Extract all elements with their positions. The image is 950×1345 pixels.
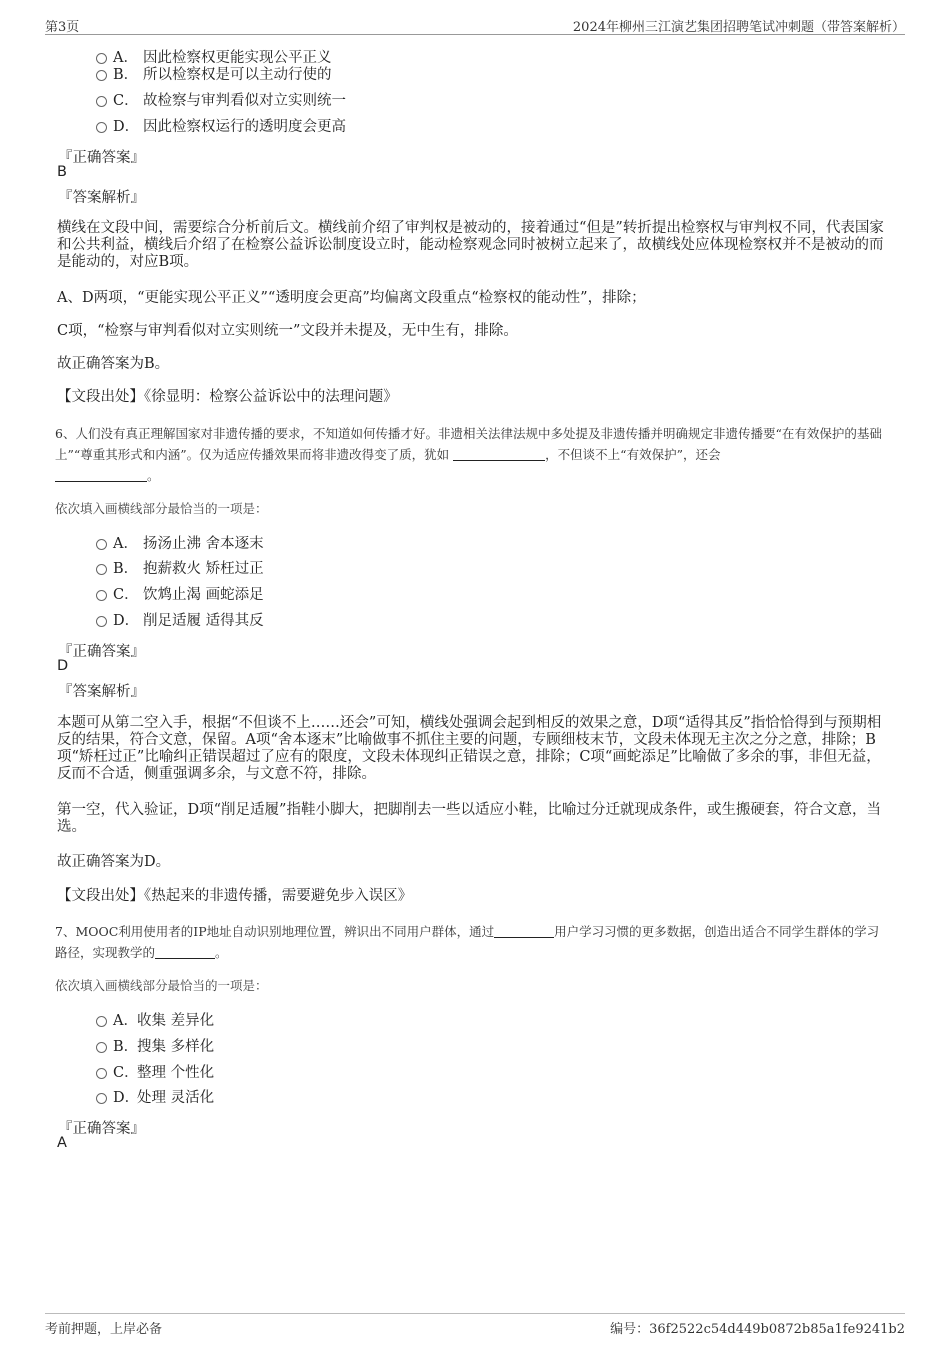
- correct-answer-label: 『正确答案』: [58, 150, 145, 166]
- q5-option-d[interactable]: D． 因此检察权运行的透明度会更高: [96, 117, 346, 137]
- radio-icon[interactable]: [96, 1016, 107, 1027]
- document-code: 编号：36f2522c54d449b0872b85a1fe9241b2: [610, 1322, 905, 1337]
- q7-option-b[interactable]: B．搜集 多样化: [96, 1037, 214, 1057]
- blank-2: [155, 944, 215, 959]
- correct-answer-label: 『正确答案』: [58, 644, 145, 660]
- q5-analysis-4: 故正确答案为B。: [57, 356, 170, 372]
- q6-option-b[interactable]: B． 抱薪救火 矫枉过正: [96, 559, 264, 579]
- q7-instruction: 依次填入画横线部分最恰当的一项是：: [55, 978, 268, 993]
- radio-icon[interactable]: [96, 70, 107, 81]
- analysis-label: 『答案解析』: [58, 190, 145, 206]
- q6-analysis-2: 第一空，代入验证，D项“削足适履”指鞋小脚大，把脚削去一些以适应小鞋，比喻过分迁就现成条件，或生搬硬套，符合文意，当选。: [57, 802, 881, 835]
- radio-icon[interactable]: [96, 122, 107, 133]
- correct-answer-label: 『正确答案』: [58, 1121, 145, 1137]
- q6-analysis-3: 故正确答案为D。: [57, 854, 171, 870]
- page-number: 第3页: [45, 20, 80, 35]
- q6-analysis-1: 本题可从第二空入手，根据“不但谈不上……还会”可知，横线处强调会起到相反的效果之意，D项“适得其反”指恰恰得到与预期相反的结果，符合文意，保留。A项“舍本逐末”比喻做事不抓住主要的问题，专顾细枝末节，文段未体现无主次之分之意，排除；B项“矫枉过正”比喻纠正错误超过了应有的限度，文段未体现纠正错误之意，排除；C项“画蛇添足”比喻做了多余的事，非但无益，反而不合适，侧重强调多余，与文意不符，排除。: [57, 715, 882, 782]
- radio-icon[interactable]: [96, 590, 107, 601]
- analysis-label: 『答案解析』: [58, 684, 145, 700]
- q6-stem: 6、人们没有真正理解国家对非遗传播的要求，不知道如何传播才好。非遗相关法律法规中多处提及非遗传播并明确规定非遗传播要“在有效保护的基础上”“尊重其形式和内涵”。仅为适应传播效果而将非遗改得变了质，犹如 ，不但谈不上“有效保护”，还会 。: [55, 426, 882, 483]
- q5-option-c[interactable]: C． 故检察与审判看似对立实则统一: [96, 91, 346, 111]
- q5-analysis-2: A、D两项，“更能实现公平正义”“透明度会更高”均偏离文段重点“检察权的能动性”，排除；: [57, 290, 646, 306]
- radio-icon[interactable]: [96, 539, 107, 550]
- q5-answer: B: [57, 164, 67, 180]
- radio-icon[interactable]: [96, 96, 107, 107]
- blank-2: [55, 467, 147, 482]
- page-footer: [45, 1313, 905, 1336]
- radio-icon[interactable]: [96, 1068, 107, 1079]
- q6-source: 【文段出处】《热起来的非遗传播，需要避免步入误区》: [57, 888, 413, 904]
- q7-answer: A: [57, 1135, 67, 1151]
- radio-icon[interactable]: [96, 564, 107, 575]
- q6-answer: D: [57, 658, 69, 674]
- q5-option-a[interactable]: A． 因此检察权更能实现公平正义: [96, 48, 332, 68]
- q5-source: 【文段出处】《徐显明：检察公益诉讼中的法理问题》: [57, 389, 398, 405]
- footer-slogan: 考前押题，上岸必备: [45, 1322, 163, 1337]
- q7-stem: 7、MOOC利用使用者的IP地址自动识别地理位置，辨识出不同用户群体，通过 用户学习习惯的更多数据，创造出适合不同学生群体的学习路径，实现教学的 。: [55, 924, 880, 960]
- page-header: [45, 14, 905, 35]
- q5-analysis-1: 横线在文段中间，需要综合分析前后文。横线前介绍了审判权是被动的，接着通过“但是”转折提出检察权与审判权不同，代表国家和公共利益，横线后介绍了在检察公益诉讼制度设立时，能动检察观念同时被树立起来了，故横线处应体现检察权并不是被动的而是能动的，对应B项。: [57, 220, 884, 270]
- q7-option-c[interactable]: C．整理 个性化: [96, 1063, 214, 1083]
- blank-1: [453, 446, 545, 461]
- document-title: 2024年柳州三江演艺集团招聘笔试冲刺题（带答案解析）: [572, 20, 905, 35]
- q6-option-d[interactable]: D． 削足适履 适得其反: [96, 611, 264, 631]
- q7-option-a[interactable]: A．收集 差异化: [96, 1011, 214, 1031]
- radio-icon[interactable]: [96, 1093, 107, 1104]
- radio-icon[interactable]: [96, 1042, 107, 1053]
- radio-icon[interactable]: [96, 53, 107, 64]
- blank-1: [494, 923, 554, 938]
- q6-instruction: 依次填入画横线部分最恰当的一项是：: [55, 501, 268, 516]
- q7-option-d[interactable]: D．处理 灵活化: [96, 1088, 214, 1108]
- q6-option-c[interactable]: C． 饮鸩止渴 画蛇添足: [96, 585, 264, 605]
- radio-icon[interactable]: [96, 616, 107, 627]
- q6-option-a[interactable]: A． 扬汤止沸 舍本逐末: [96, 534, 264, 554]
- q5-option-b[interactable]: B． 所以检察权是可以主动行使的: [96, 65, 332, 85]
- q5-analysis-3: C项，“检察与审判看似对立实则统一”文段并未提及，无中生有，排除。: [57, 323, 518, 339]
